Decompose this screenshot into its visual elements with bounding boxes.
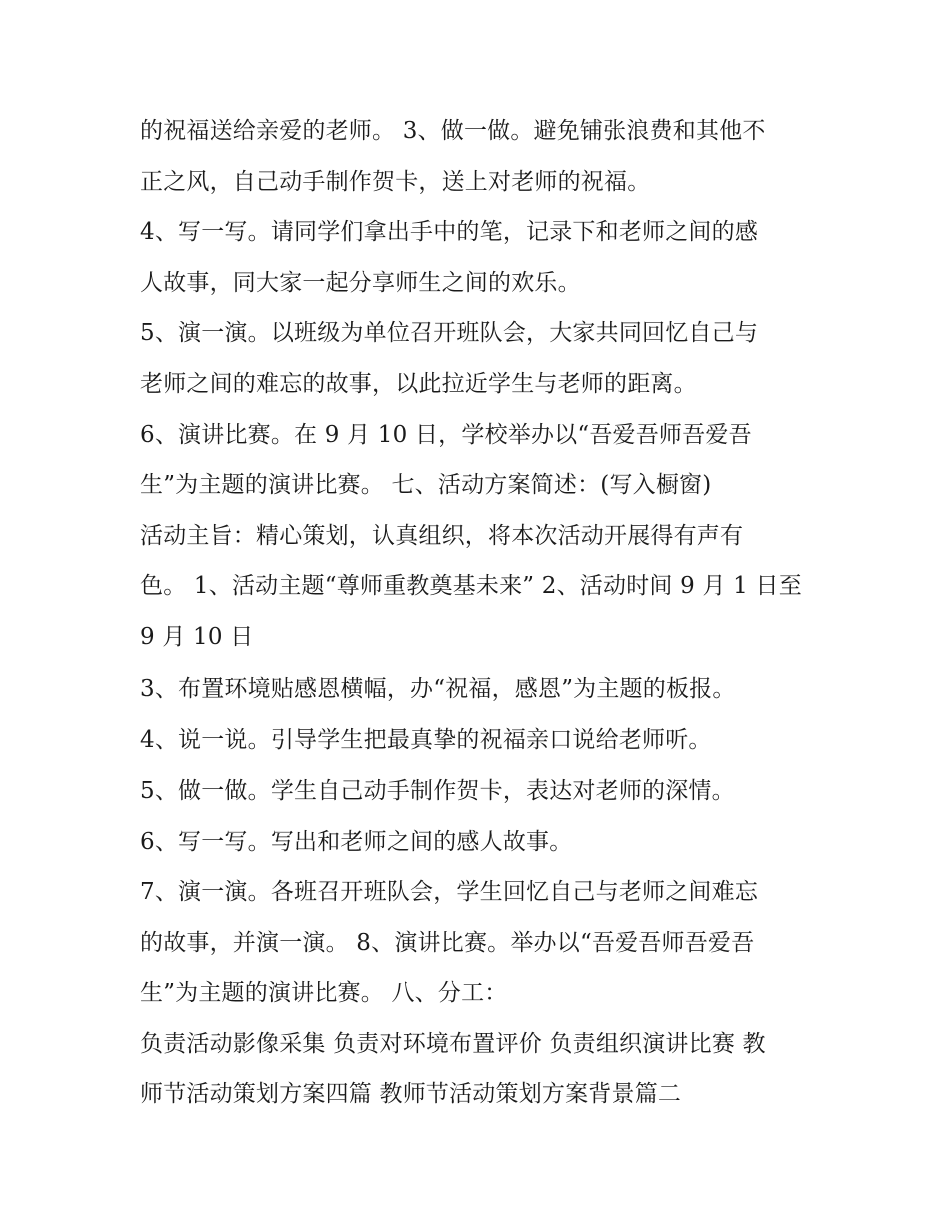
text-line: 7、演一演。各班召开班队会，学生回忆自己与老师之间难忘 xyxy=(140,879,759,905)
text-line: 生”为主题的演讲比赛。 七、活动方案简述：(写入橱窗) xyxy=(140,472,712,498)
text-line: 师节活动策划方案四篇 教师节活动策划方案背景篇二 xyxy=(140,1081,682,1107)
text-line: 生”为主题的演讲比赛。 八、分工： xyxy=(140,980,508,1006)
text-line: 4、说一说。引导学生把最真挚的祝福亲口说给老师听。 xyxy=(140,727,712,753)
text-line: 正之风，自己动手制作贺卡，送上对老师的祝福。 xyxy=(140,169,651,195)
text-line: 9 月 10 日 xyxy=(140,624,254,650)
text-line: 6、写一写。写出和老师之间的感人故事。 xyxy=(140,829,573,855)
text-line: 3、布置环境贴感恩横幅，办“祝福，感恩”为主题的板报。 xyxy=(140,676,736,702)
text-line: 老师之间的难忘的故事，以此拉近学生与老师的距离。 xyxy=(140,371,697,397)
text-line: 的祝福送给亲爱的老师。 3、做一做。避免铺张浪费和其他不 xyxy=(140,118,766,144)
text-line: 色。 1、活动主题“尊师重教奠基未来” 2、活动时间 9 月 1 日至 xyxy=(140,573,802,599)
text-line: 4、写一写。请同学们拿出手中的笔，记录下和老师之间的感 xyxy=(140,219,759,245)
text-line: 人故事，同大家一起分享师生之间的欢乐。 xyxy=(140,270,581,296)
text-line: 负责活动影像采集 负责对环境布置评价 负责组织演讲比赛 教 xyxy=(140,1031,766,1057)
text-line: 6、演讲比赛。在 9 月 10 日，学校举办以“吾爱吾师吾爱吾 xyxy=(140,422,752,448)
text-line: 活动主旨：精心策划，认真组织，将本次活动开展得有声有 xyxy=(140,523,744,549)
text-line: 5、做一做。学生自己动手制作贺卡，表达对老师的深情。 xyxy=(140,778,735,804)
text-line: 5、演一演。以班级为单位召开班队会，大家共同回忆自己与 xyxy=(140,320,759,346)
text-line: 的故事，并演一演。 8、演讲比赛。举办以“吾爱吾师吾爱吾 xyxy=(140,930,755,956)
